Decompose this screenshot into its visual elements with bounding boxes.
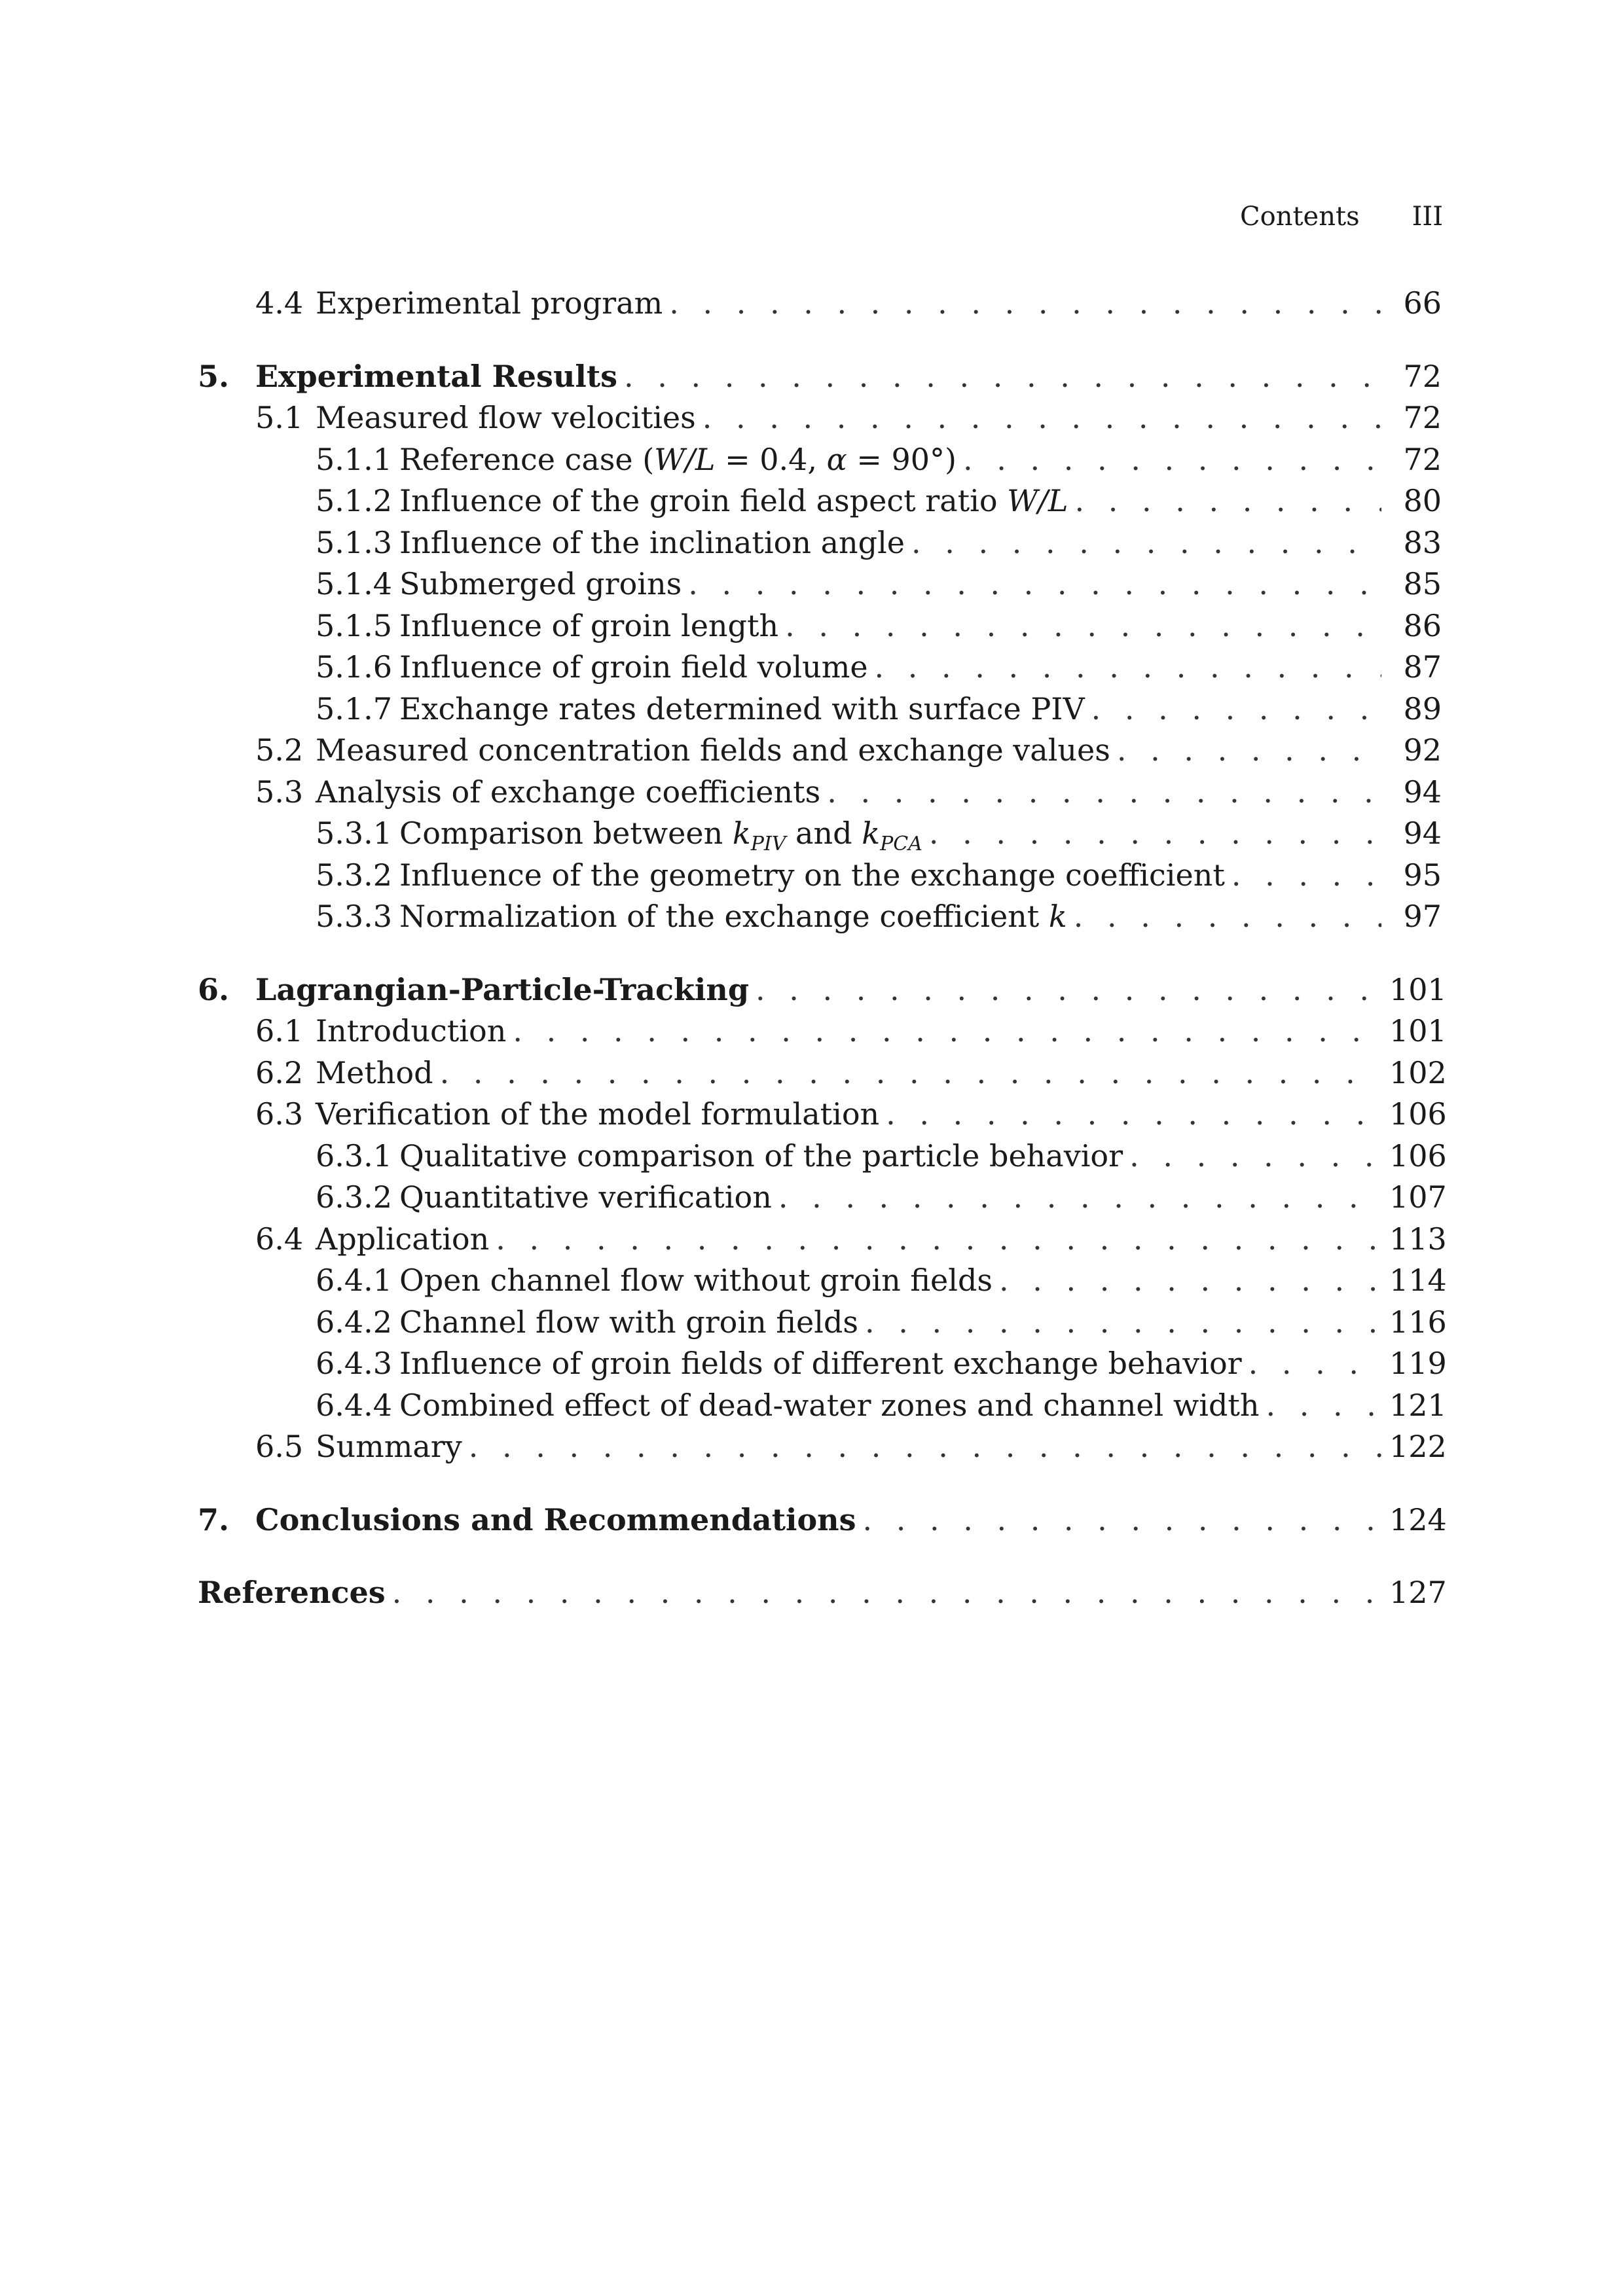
page-header bbox=[1240, 202, 1443, 232]
table-of-contents bbox=[198, 285, 1447, 1617]
dot-leader bbox=[875, 649, 1381, 685]
toc-entry-page: 114 bbox=[1389, 1263, 1447, 1298]
toc-entry[interactable] bbox=[198, 816, 1442, 857]
toc-entry-title: Method bbox=[316, 1054, 433, 1090]
toc-entry-number: 5.1.5 bbox=[316, 607, 393, 643]
toc-entry-page: 92 bbox=[1403, 732, 1442, 768]
toc-entry-title: Submerged groins bbox=[399, 566, 682, 601]
toc-entry-page: 116 bbox=[1389, 1304, 1447, 1340]
toc-entry-title: Combined effect of dead-water zones and channel width bbox=[399, 1387, 1260, 1423]
toc-entry-number: 5.1.2 bbox=[316, 483, 393, 518]
toc-entry[interactable] bbox=[198, 285, 1442, 327]
toc-entry-number: 5.3 bbox=[255, 774, 304, 810]
toc-entry-title: Qualitative comparison of the particle behavior bbox=[399, 1138, 1123, 1174]
toc-entry-title: Experimental Results bbox=[255, 358, 618, 394]
dot-leader bbox=[862, 1502, 1381, 1537]
toc-entry-page: 66 bbox=[1403, 285, 1442, 321]
toc-entry[interactable] bbox=[198, 1054, 1447, 1097]
dot-leader bbox=[865, 1304, 1381, 1340]
toc-entry-number: 6.3 bbox=[255, 1096, 304, 1132]
dot-leader bbox=[440, 1055, 1381, 1090]
toc-entry-page: 122 bbox=[1389, 1429, 1447, 1464]
toc-entry[interactable] bbox=[198, 525, 1442, 567]
dot-leader bbox=[1074, 899, 1381, 934]
dot-leader bbox=[669, 285, 1381, 321]
header-page-number: III bbox=[1412, 202, 1443, 232]
toc-entry[interactable] bbox=[198, 442, 1442, 484]
toc-entry-page: 121 bbox=[1389, 1387, 1447, 1423]
toc-entry-title: Influence of groin length bbox=[399, 607, 779, 643]
toc-entry-number: 5.3.2 bbox=[316, 857, 393, 893]
dot-leader bbox=[702, 400, 1381, 435]
title-text: Reference case ( bbox=[399, 441, 655, 477]
dot-leader bbox=[785, 608, 1381, 643]
math-symbol: k bbox=[862, 816, 881, 851]
toc-entry-page: 113 bbox=[1389, 1221, 1447, 1257]
toc-chapter[interactable] bbox=[198, 1501, 1447, 1544]
dot-leader bbox=[756, 972, 1381, 1007]
toc-entry-page: 72 bbox=[1403, 441, 1442, 477]
toc-entry-title bbox=[399, 899, 1067, 934]
math-symbol: W/L bbox=[1007, 483, 1068, 518]
toc-entry-page: 86 bbox=[1403, 607, 1442, 643]
toc-entry[interactable] bbox=[198, 899, 1442, 941]
toc-entry[interactable] bbox=[198, 1179, 1447, 1221]
toc-entry-title: Quantitative verification bbox=[399, 1179, 772, 1215]
toc-entry-page: 72 bbox=[1403, 358, 1442, 394]
toc-entry-title bbox=[399, 442, 957, 477]
dot-leader bbox=[624, 359, 1381, 394]
dot-leader bbox=[1266, 1388, 1381, 1423]
toc-entry[interactable] bbox=[198, 1304, 1447, 1346]
toc-entry[interactable] bbox=[198, 566, 1442, 608]
toc-chapter[interactable] bbox=[198, 359, 1442, 401]
toc-entry[interactable] bbox=[198, 649, 1442, 691]
header-section-title: Contents bbox=[1240, 202, 1360, 232]
toc-entry-number: 5.3.1 bbox=[316, 816, 393, 851]
toc-entry-title: Experimental program bbox=[316, 285, 663, 321]
dot-leader bbox=[392, 1575, 1381, 1610]
toc-entry-page: 106 bbox=[1389, 1096, 1447, 1132]
toc-entry-number: 7. bbox=[198, 1501, 230, 1537]
toc-entry-page: 101 bbox=[1389, 1013, 1447, 1049]
toc-chapter[interactable] bbox=[198, 1575, 1447, 1617]
toc-entry-title: Verification of the model formulation bbox=[316, 1096, 880, 1132]
title-text: Influence of the groin field aspect ratio bbox=[399, 483, 1008, 518]
toc-entry-number: 5.1 bbox=[255, 400, 304, 435]
toc-entry-title: Open channel flow without groin fields bbox=[399, 1263, 993, 1298]
dot-leader bbox=[1091, 691, 1381, 726]
toc-entry-page: 106 bbox=[1389, 1138, 1447, 1174]
dot-leader bbox=[778, 1179, 1381, 1215]
title-text: and bbox=[786, 816, 862, 851]
toc-entry-page: 127 bbox=[1389, 1575, 1447, 1610]
math-symbol: α bbox=[826, 441, 847, 477]
toc-entry-number: 5.2 bbox=[255, 732, 304, 768]
toc-entry-number: 4.4 bbox=[255, 285, 304, 321]
toc-entry-page: 89 bbox=[1403, 691, 1442, 726]
toc-entry-number: 5.1.3 bbox=[316, 524, 393, 560]
toc-entry-title: Summary bbox=[316, 1429, 462, 1464]
dot-leader bbox=[513, 1013, 1381, 1049]
toc-entry-page: 80 bbox=[1403, 483, 1442, 518]
toc-entry[interactable] bbox=[198, 691, 1442, 733]
toc-entry-title: Influence of the geometry on the exchange coefficient bbox=[399, 857, 1225, 893]
toc-entry-number: 5.1.6 bbox=[316, 649, 393, 685]
toc-entry-number: 6. bbox=[198, 971, 230, 1007]
toc-entry-number: 6.3.2 bbox=[316, 1179, 393, 1215]
dot-leader bbox=[827, 774, 1381, 810]
dot-leader bbox=[963, 442, 1381, 477]
toc-entry-number: 5.3.3 bbox=[316, 899, 393, 934]
toc-entry[interactable] bbox=[198, 1387, 1447, 1429]
dot-leader bbox=[496, 1221, 1381, 1257]
toc-entry-title: Influence of groin field volume bbox=[399, 649, 868, 685]
toc-entry-page: 85 bbox=[1403, 566, 1442, 601]
toc-entry-title: Lagrangian-Particle-Tracking bbox=[255, 971, 750, 1007]
toc-entry-page: 102 bbox=[1389, 1054, 1447, 1090]
math-subscript: PIV bbox=[750, 833, 786, 856]
dot-leader bbox=[1129, 1138, 1381, 1174]
toc-entry-number: 6.4.1 bbox=[316, 1263, 393, 1298]
toc-entry-title: Conclusions and Recommendations bbox=[255, 1501, 856, 1537]
dot-leader bbox=[999, 1263, 1381, 1298]
toc-entry-title: Application bbox=[316, 1221, 490, 1257]
toc-entry[interactable] bbox=[198, 1013, 1447, 1055]
toc-entry-title: Influence of groin fields of different exchange behavior bbox=[399, 1346, 1242, 1381]
toc-entry[interactable] bbox=[198, 608, 1442, 650]
toc-entry-number: 6.4.2 bbox=[316, 1304, 393, 1340]
math-symbol: k bbox=[732, 816, 751, 851]
toc-entry[interactable] bbox=[198, 857, 1442, 899]
toc-entry-page: 72 bbox=[1403, 400, 1442, 435]
toc-entry-page: 124 bbox=[1389, 1501, 1447, 1537]
dot-leader bbox=[1249, 1346, 1381, 1381]
title-text: = 0.4, bbox=[715, 441, 827, 477]
toc-entry[interactable] bbox=[198, 774, 1442, 816]
toc-entry-title: Measured concentration fields and exchange values bbox=[316, 732, 1110, 768]
toc-entry-page: 95 bbox=[1403, 857, 1442, 893]
toc-entry-title bbox=[399, 483, 1068, 518]
toc-entry-page: 119 bbox=[1389, 1346, 1447, 1381]
toc-entry-number: 5.1.1 bbox=[316, 441, 393, 477]
toc-entry[interactable] bbox=[198, 732, 1442, 774]
dot-leader bbox=[1117, 732, 1381, 768]
toc-entry[interactable] bbox=[198, 1346, 1447, 1388]
dot-leader bbox=[688, 566, 1381, 601]
toc-entry-title: Exchange rates determined with surface PIV bbox=[399, 691, 1085, 726]
toc-entry-number: 6.4.3 bbox=[316, 1346, 393, 1381]
toc-entry-number: 6.1 bbox=[255, 1013, 304, 1049]
toc-entry-page: 107 bbox=[1389, 1179, 1447, 1215]
math-symbol: W/L bbox=[654, 441, 716, 477]
toc-entry-title bbox=[399, 816, 922, 855]
toc-entry-title: References bbox=[198, 1575, 386, 1610]
title-text: Normalization of the exchange coefficient bbox=[399, 899, 1049, 934]
dot-leader bbox=[1231, 857, 1381, 893]
toc-chapter[interactable] bbox=[198, 971, 1447, 1014]
toc-entry[interactable] bbox=[198, 1429, 1447, 1471]
toc-entry-number: 6.4.4 bbox=[316, 1387, 393, 1423]
toc-entry-title: Introduction bbox=[316, 1013, 507, 1049]
toc-entry[interactable] bbox=[198, 483, 1442, 525]
math-subscript: PCA bbox=[880, 833, 922, 856]
toc-entry-number: 6.4 bbox=[255, 1221, 304, 1257]
dot-leader bbox=[929, 816, 1381, 851]
toc-entry-number: 6.2 bbox=[255, 1054, 304, 1090]
toc-entry-page: 94 bbox=[1403, 774, 1442, 810]
toc-entry-title: Measured flow velocities bbox=[316, 400, 696, 435]
toc-entry-number: 5.1.7 bbox=[316, 691, 393, 726]
title-text: Comparison between bbox=[399, 816, 733, 851]
dot-leader bbox=[1074, 483, 1381, 518]
toc-entry-number: 6.3.1 bbox=[316, 1138, 393, 1174]
dot-leader bbox=[911, 525, 1381, 560]
toc-entry-number: 5.1.4 bbox=[316, 566, 393, 601]
toc-entry[interactable] bbox=[198, 1221, 1447, 1263]
toc-entry-page: 94 bbox=[1403, 816, 1442, 851]
dot-leader bbox=[469, 1429, 1381, 1464]
toc-entry-title: Channel flow with groin fields bbox=[399, 1304, 859, 1340]
toc-entry-page: 83 bbox=[1403, 524, 1442, 560]
toc-entry[interactable] bbox=[198, 1263, 1447, 1304]
math-symbol: k bbox=[1048, 899, 1067, 934]
toc-entry-number: 6.5 bbox=[255, 1429, 304, 1464]
toc-entry[interactable] bbox=[198, 1138, 1447, 1180]
toc-entry-number: 5. bbox=[198, 358, 230, 394]
toc-entry-page: 97 bbox=[1403, 899, 1442, 934]
toc-entry-page: 101 bbox=[1389, 971, 1447, 1007]
dot-leader bbox=[886, 1096, 1381, 1132]
toc-entry[interactable] bbox=[198, 1096, 1447, 1138]
toc-entry-title: Influence of the inclination angle bbox=[399, 524, 905, 560]
toc-entry-page: 87 bbox=[1403, 649, 1442, 685]
toc-entry[interactable] bbox=[198, 400, 1442, 442]
title-text: = 90°) bbox=[847, 441, 957, 477]
toc-entry-title: Analysis of exchange coefficients bbox=[316, 774, 821, 810]
